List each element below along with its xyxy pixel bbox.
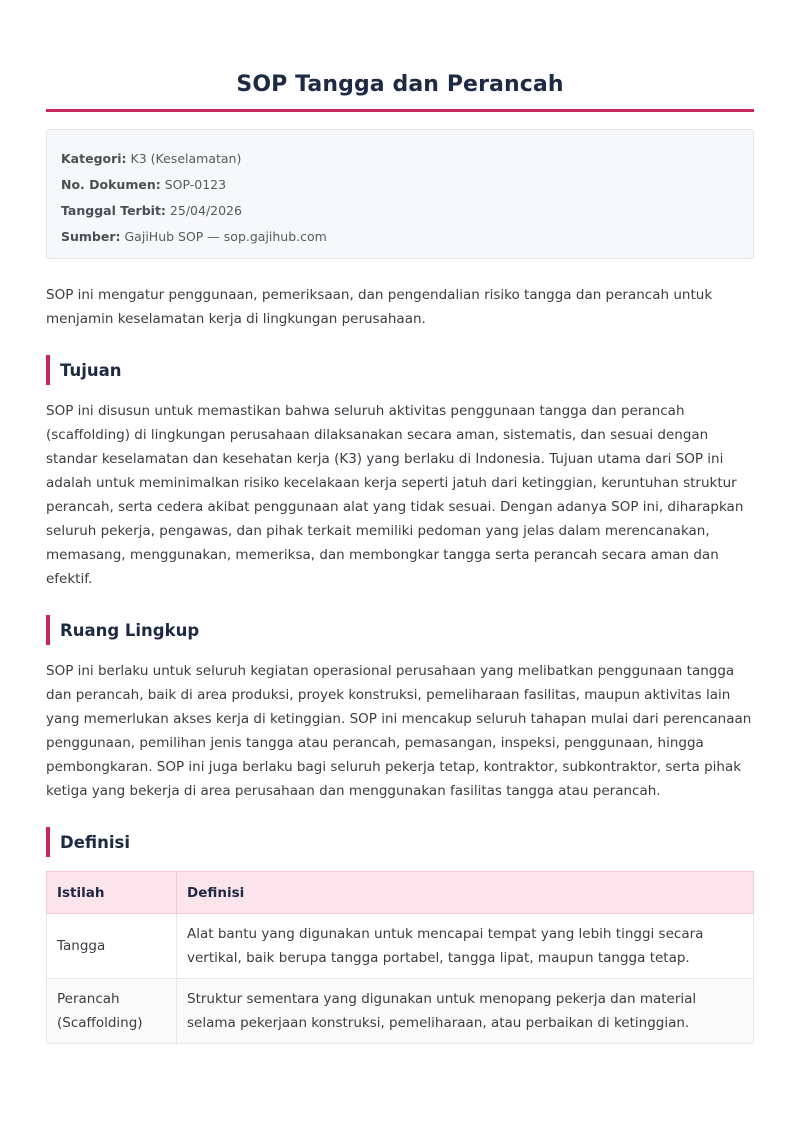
meta-issue-date — [61, 198, 739, 224]
column-header-term: Istilah — [47, 872, 177, 914]
meta-label: Kategori: — [61, 151, 127, 166]
title-divider — [46, 109, 754, 112]
heading-accent-bar — [46, 355, 50, 385]
document-title: SOP Tangga dan Perancah — [236, 72, 564, 97]
meta-value: K3 (Keselamatan) — [130, 151, 242, 166]
meta-label: Sumber: — [61, 229, 121, 244]
table-header-row — [47, 872, 754, 914]
meta-category — [61, 146, 739, 172]
table-row — [47, 979, 754, 1044]
section-heading-ruang-lingkup — [46, 615, 754, 645]
definitions-table — [46, 871, 754, 1044]
term-cell: Tangga — [47, 914, 177, 979]
section-title: Tujuan — [60, 360, 122, 380]
meta-value: GajiHub SOP — sop.gajihub.com — [124, 229, 327, 244]
meta-value: SOP-0123 — [164, 177, 227, 192]
section-title: Ruang Lingkup — [60, 620, 200, 640]
term-cell: Perancah (Scaffolding) — [47, 979, 177, 1044]
meta-source — [61, 224, 739, 250]
section-heading-definisi — [46, 827, 754, 857]
definition-cell: Alat bantu yang digunakan untuk mencapai tempat yang lebih tinggi secara vertikal, baik berupa tangga portabel, tangga lipat, maupun tangga tetap. — [177, 914, 754, 979]
heading-accent-bar — [46, 615, 50, 645]
section-body-ruang-lingkup: SOP ini berlaku untuk seluruh kegiatan operasional perusahaan yang melibatkan penggunaan tangga dan perancah, baik di area produksi, proyek konstruksi, pemeliharaan fasilitas, maupun aktivitas lain yang memerlukan akses kerja di ketinggian. SOP ini mencakup seluruh tahapan mulai dari perencanaan penggunaan, pemilihan jenis tangga atau perancah, pemasangan, inspeksi, penggunaan, hingga pembongkaran. SOP ini juga berlaku bagi seluruh pekerja tetap, kontraktor, subkontraktor, serta pihak ketiga yang bekerja di area perusahaan dan menggunakan fasilitas tangga atau perancah. — [46, 663, 752, 799]
column-header-definition: Definisi — [177, 872, 754, 914]
definition-cell: Struktur sementara yang digunakan untuk menopang pekerja dan material selama pekerjaan konstruksi, pemeliharaan, atau perbaikan di ketinggian. — [177, 979, 754, 1044]
section-heading-tujuan — [46, 355, 754, 385]
section-title: Definisi — [60, 832, 130, 852]
meta-label: Tanggal Terbit: — [61, 203, 166, 218]
metadata-box — [46, 129, 754, 259]
table-row — [47, 914, 754, 979]
meta-label: No. Dokumen: — [61, 177, 161, 192]
document-page — [46, 0, 754, 1044]
section-body-tujuan: SOP ini disusun untuk memastikan bahwa seluruh aktivitas penggunaan tangga dan perancah (scaffolding) di lingkungan perusahaan dilaksanakan secara aman, sistematis, dan sesuai dengan standar keselamatan dan kesehatan kerja (K3) yang berlaku di Indonesia. Tujuan utama dari SOP ini adalah untuk meminimalkan risiko kecelakaan kerja seperti jatuh dari ketinggian, keruntuhan struktur perancah, serta cedera akibat penggunaan alat yang tidak sesuai. Dengan adanya SOP ini, diharapkan seluruh pekerja, pengawas, dan pihak terkait memiliki pedoman yang jelas dalam merencanakan, memasang, menggunakan, memeriksa, dan membongkar tangga serta perancah secara aman dan efektif. — [46, 403, 744, 587]
intro-paragraph: SOP ini mengatur penggunaan, pemeriksaan, dan pengendalian risiko tangga dan perancah untuk menjamin keselamatan kerja di lingkungan perusahaan. — [46, 287, 713, 327]
meta-document-number — [61, 172, 739, 198]
heading-accent-bar — [46, 827, 50, 857]
meta-value: 25/04/2026 — [169, 203, 242, 218]
